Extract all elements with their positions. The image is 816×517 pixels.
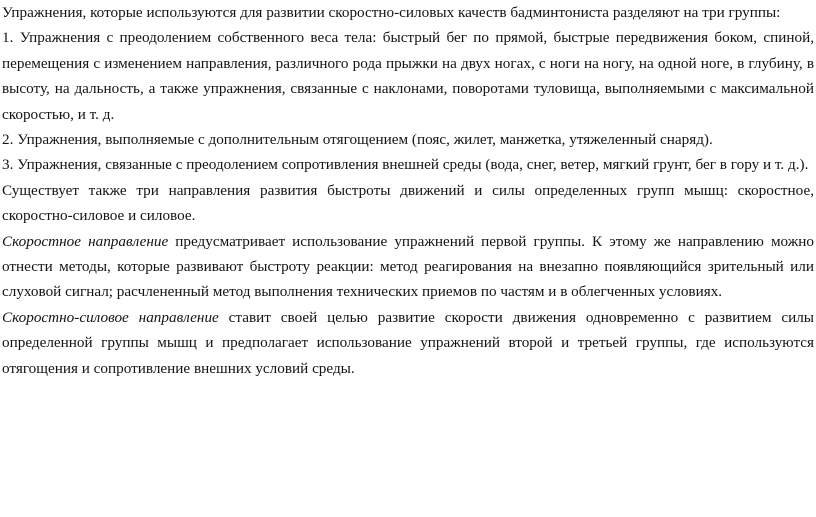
speed-direction-text: предусматривает использование упражнений первой группы. К этому же направлению можно отнести методы, которые развивают быстроту реакции: метод реагирования на внезапно появляющийся зрительный или слуховой сигнал; расчлененный метод выполнения технических приемов по частям и в облегченных условиях. xyxy=(2,232,814,301)
speed-strength-direction-term: Скоростно-силовое направление xyxy=(2,308,219,326)
speed-direction-term: Скоростное направление xyxy=(2,232,169,250)
speed-strength-direction-text: ставит своей целью развитие скорости движения одновременно с развитием силы определенной группы мышц и предполагает использование упражнений второй и третьей группы, где используются отягощения и сопротивление внешних условий среды. xyxy=(2,308,814,377)
directions-intro-paragraph: Существует также три направления развития быстроты движений и силы определенных групп мышц: скоростное, скоростно-силовое и силовое. xyxy=(2,181,814,225)
intro-paragraph: Упражнения, которые используются для развитии скоростно-силовых качеств бадминтониста разделяют на три группы: xyxy=(2,4,781,21)
group-3-paragraph: 3. Упражнения, связанные с преодолением сопротивления внешней среды (вода, снег, ветер, мягкий грунт, бег в гору и т. д.). xyxy=(2,156,809,174)
group-1-paragraph: 1. Упражнения с преодолением собственного веса тела: быстрый бег по прямой, быстрые передвижения боком, спиной, перемещения с изменением направления, различного рода прыжки на двух ногах, с ноги на ногу, на одной ноге, в глубину, в высоту, на дальность, а также упражнения, связанные с наклонами, поворотами туловища, выполняемыми с максимальной скоростью, и т. д. xyxy=(2,29,814,123)
speed-direction-paragraph xyxy=(2,229,814,305)
group-2-paragraph: 2. Упражнения, выполняемые с дополнительным отягощением (пояс, жилет, манжетка, утяжеленный снаряд). xyxy=(2,131,713,149)
speed-strength-direction-paragraph xyxy=(2,305,814,381)
